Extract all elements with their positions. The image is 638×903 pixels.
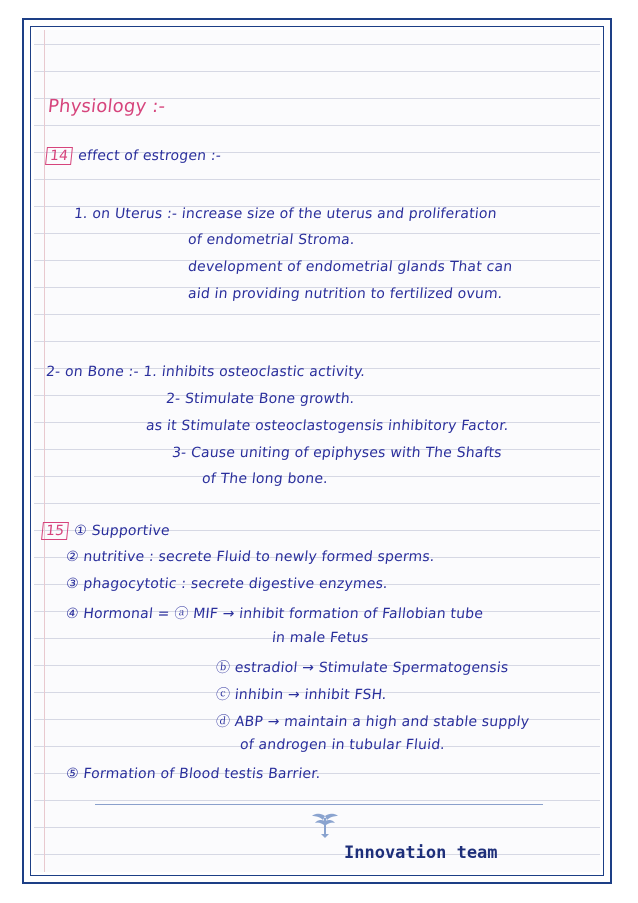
- section-14-heading: [45, 147, 222, 165]
- section-15-line-4: ④ Hormonal = ⓐ MIF → inhibit formation of Fallobian tube: [65, 606, 484, 622]
- section-14-number: 14: [45, 147, 73, 165]
- section-14-title: effect of estrogen :-: [77, 148, 222, 164]
- section-15-line-1: ① Supportive: [73, 523, 171, 539]
- innovation-team-logo-icon: [310, 812, 340, 838]
- line-bone-4: 3- Cause uniting of epiphyses with The Shafts: [171, 445, 503, 461]
- page-heading: Physiology :-: [46, 96, 167, 117]
- section-15-line-7: ⓒ inhibin → inhibit FSH.: [215, 687, 388, 703]
- notebook-page: [34, 30, 600, 872]
- section-15-heading: [41, 522, 171, 540]
- section-15-line-5: in male Fetus: [271, 630, 370, 646]
- ruled-line: [34, 854, 600, 855]
- section-15-line-8: ⓓ ABP → maintain a high and stable supply: [215, 714, 531, 730]
- team-name: Innovation team: [344, 843, 498, 863]
- ruled-line: [34, 800, 600, 801]
- ruled-line: [34, 179, 600, 180]
- section-15-number: 15: [41, 522, 69, 540]
- line-uterus-4: aid in providing nutrition to fertilized ovum.: [187, 286, 504, 302]
- section-15-line-6: ⓑ estradiol → Stimulate Spermatogensis: [215, 660, 510, 676]
- ruled-line: [34, 125, 600, 126]
- ruled-line: [34, 503, 600, 504]
- line-uterus-3: development of endometrial glands That can: [187, 259, 514, 275]
- line-bone-2: 2- Stimulate Bone growth.: [165, 391, 356, 407]
- footer-divider: [95, 804, 543, 805]
- ruled-line: [34, 314, 600, 315]
- section-15-line-3: ③ phagocytotic : secrete digestive enzymes.: [65, 576, 389, 592]
- line-uterus-1: 1. on Uterus :- increase size of the uterus and proliferation: [73, 206, 498, 222]
- section-15-line-10: ⑤ Formation of Blood testis Barrier.: [65, 766, 322, 782]
- margin-line: [44, 30, 45, 872]
- line-bone-3: as it Stimulate osteoclastogensis inhibitory Factor.: [145, 418, 510, 434]
- line-uterus-2: of endometrial Stroma.: [187, 232, 356, 248]
- ruled-line: [34, 71, 600, 72]
- line-bone-1: 2- on Bone :- 1. inhibits osteoclastic activity.: [45, 364, 366, 380]
- section-15-line-9: of androgen in tubular Fluid.: [239, 737, 446, 753]
- ruled-line: [34, 44, 600, 45]
- ruled-line: [34, 341, 600, 342]
- line-bone-5: of The long bone.: [201, 471, 329, 487]
- section-15-line-2: ② nutritive : secrete Fluid to newly formed sperms.: [65, 549, 436, 565]
